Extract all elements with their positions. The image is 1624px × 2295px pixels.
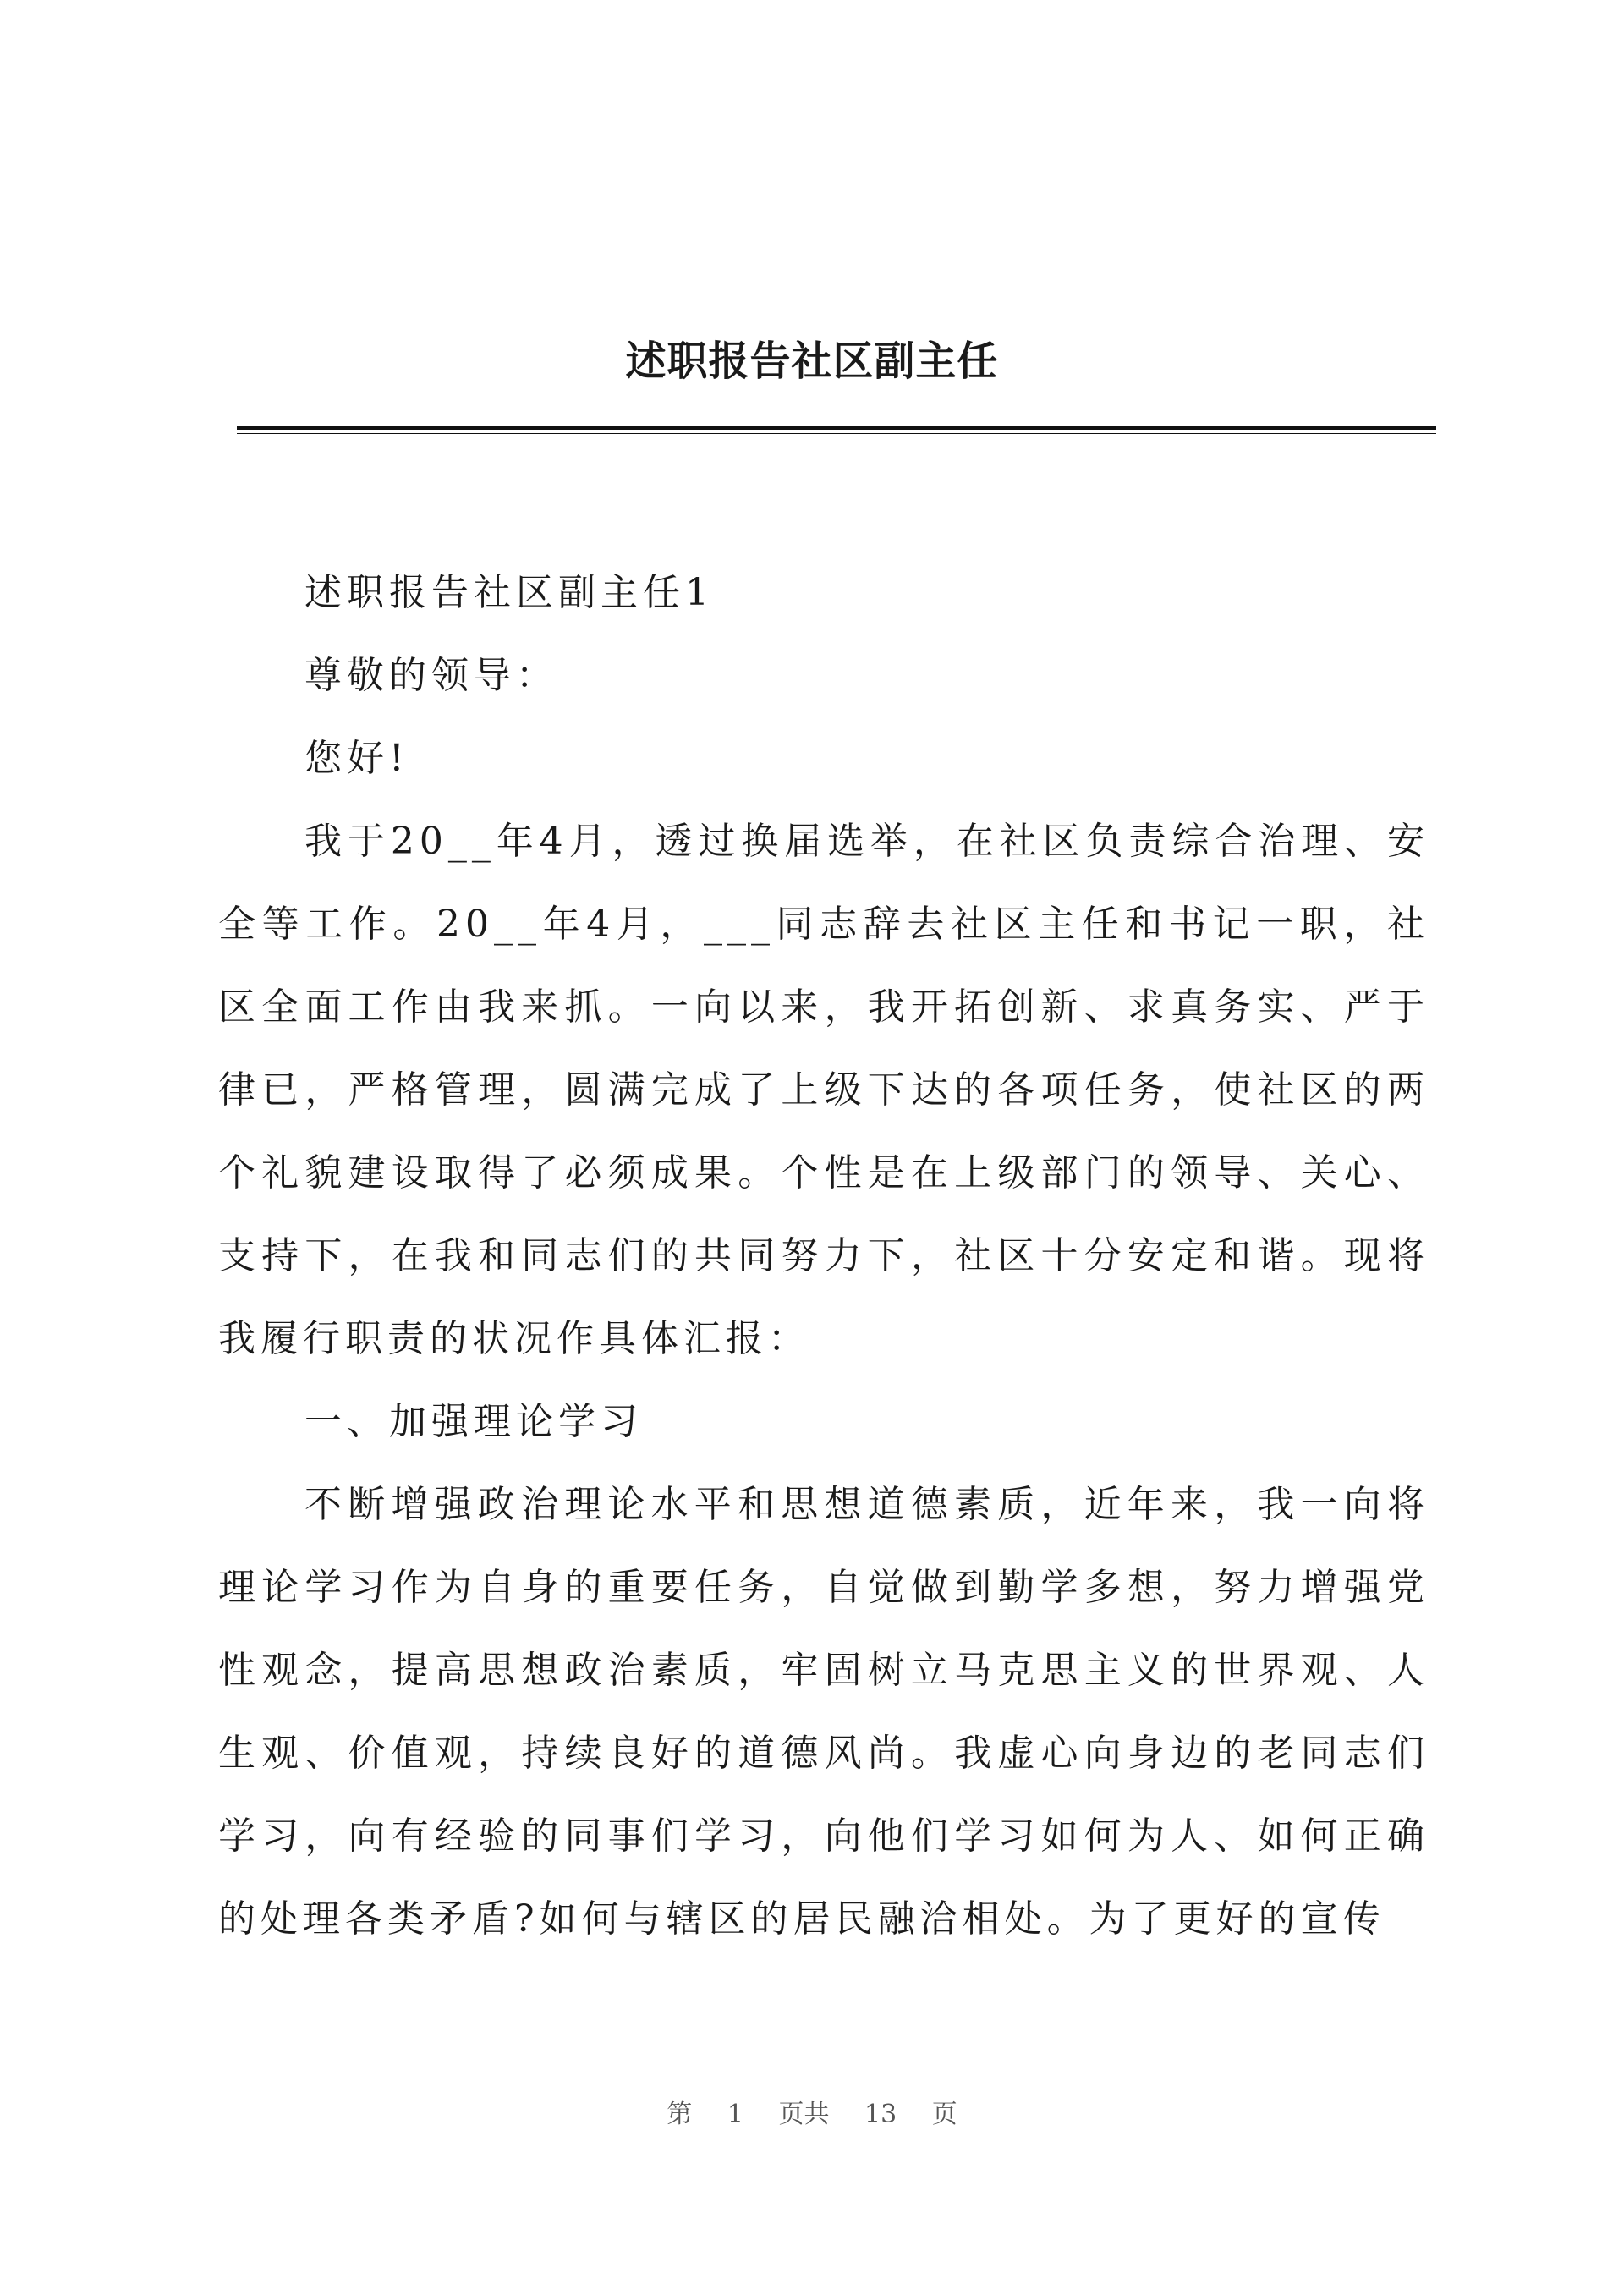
salutation: 尊敬的领导： (304, 654, 558, 697)
body-paragraph: 我于20__年4月，透过换届选举，在社区负责综合治理、安全等工作。20__年4月，___同志辞去社区主任和书记一职，社区全面工作由我来抓。一向以来，我开拓创新、求真务实、严于律已，严格管理，圆满完成了上级下达的各项任务，使社区的两个礼貌建设取得了必须成果。个性是在上级部门的领导、关心、支持下，在我和同志们的共同努力下，社区十分安定和谐。现将我履行职责的状况作具体汇报： (218, 820, 1429, 1360)
page-middle: 页共 (778, 2100, 830, 2129)
title-divider-thick (237, 426, 1436, 430)
greeting: 您好! (304, 737, 409, 780)
document-title: 述职报告社区副主任 (625, 338, 999, 385)
page-prefix: 第 (667, 2100, 693, 2129)
document-body (218, 552, 1429, 1961)
subsection-heading: 一、加强理论学习 (304, 1400, 643, 1443)
page-suffix: 页 (931, 2100, 957, 2129)
title-divider-thin (237, 433, 1436, 434)
body-paragraph: 不断增强政治理论水平和思想道德素质，近年来，我一向将理论学习作为自身的重要任务，自觉做到勤学多想，努力增强党性观念，提高思想政治素质，牢固树立马克思主义的世界观、人生观、价值观，持续良好的道德风尚。我虚心向身边的老同志们学习，向有经验的同事们学习，向他们学习如何为人、如何正确的处理各类矛盾?如何与辖区的居民融洽相处。为了更好的宣传 (218, 1483, 1429, 1941)
page-footer (0, 2093, 1624, 2130)
page-number: 1 (727, 2100, 743, 2129)
page-total: 13 (864, 2100, 897, 2129)
section-heading: 述职报告社区副主任1 (304, 571, 714, 614)
